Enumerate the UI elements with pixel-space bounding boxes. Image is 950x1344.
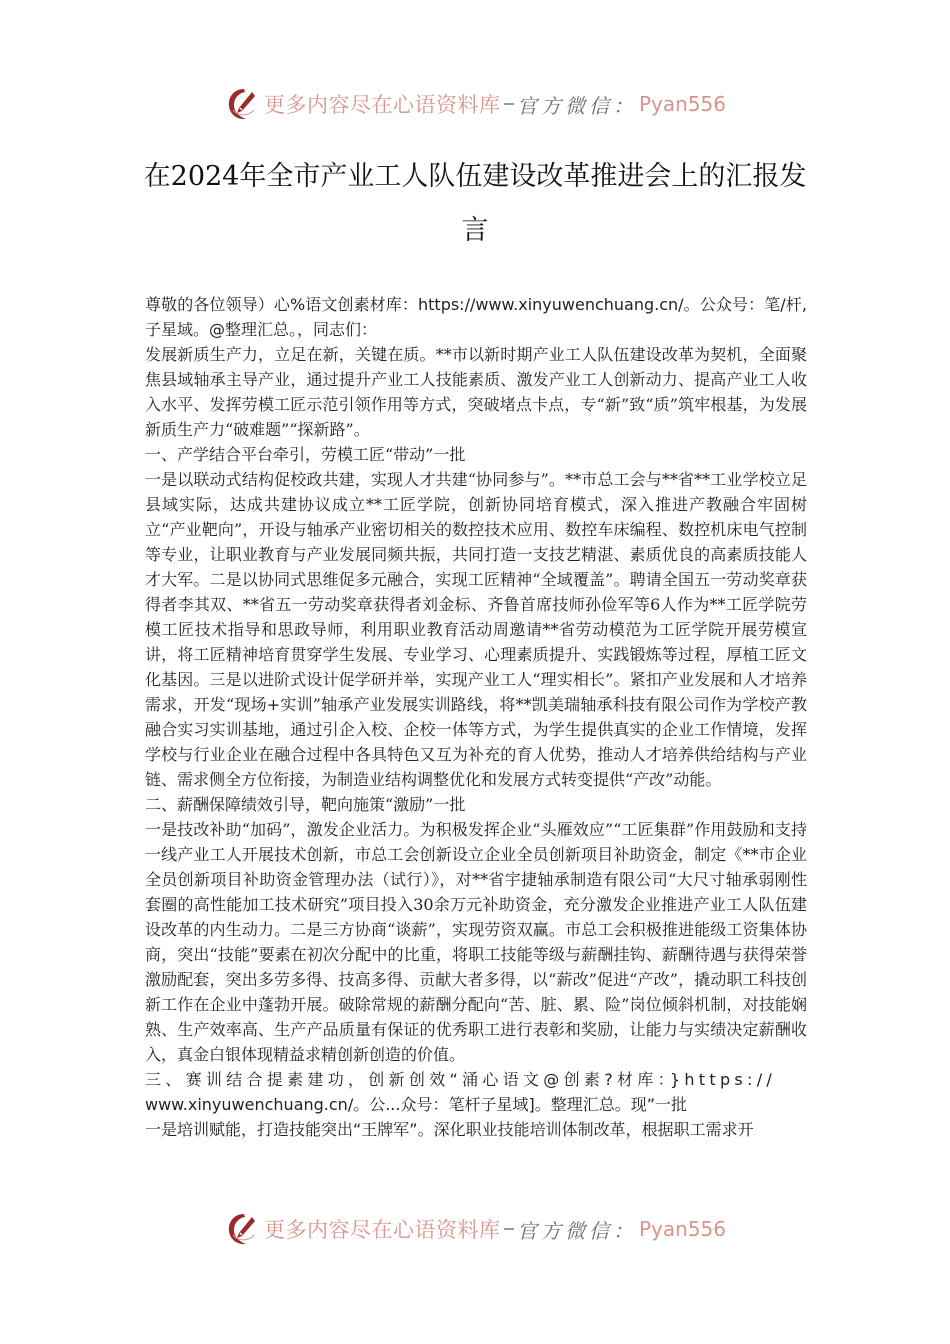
watermark-banner-bottom xyxy=(226,1209,726,1249)
section-heading-3: 三、赛训结合提素建功，创新创效“涌心语文@创素?材库：}https:// xyxy=(145,1070,777,1089)
watermark-main-text: 更多内容尽在心语资料库 xyxy=(264,1218,501,1242)
section-heading-1: 一、产学结合平台牵引，劳模工匠“带动”一批 xyxy=(145,445,466,464)
paragraph-salutation: 尊敬的各位领导）心%语文创素材库：https://www.xinyuwenchuang.cn/。公众号：笔/杆,子星域。@整理汇总。，同志们： xyxy=(145,295,807,339)
watermark-wechat-id: Pyan556 xyxy=(638,1217,726,1241)
watermark-dash xyxy=(504,1228,514,1230)
document-body xyxy=(145,292,807,1142)
watermark-wechat-label: 官方微信： xyxy=(516,1218,637,1243)
watermark-wechat-label: 官方微信： xyxy=(516,93,637,118)
watermark-banner-top xyxy=(226,84,726,124)
document-title: 在2024年全市产业工人队伍建设改革推进会上的汇报发言 xyxy=(143,161,807,246)
watermark-wechat-id: Pyan556 xyxy=(638,92,726,116)
watermark-dash xyxy=(504,103,514,105)
paragraph-section-2: 一是技改补助“加码”，激发企业活力。为积极发挥企业“头雁效应”“工匠集群”作用鼓励和支持一线产业工人开展技术创新，市总工会创新设立企业全员创新项目补助资金，制定《**市企业全员创新项目补助资金管理办法（试行）》，对**省宇捷轴承制造有限公司“大尺寸轴承弱刚性套圈的高性能加工技术研究”项目投入30余万元补助资金，充分激发企业推进产业工人队伍建设改革的内生动力。二是三方协商“谈薪”，实现劳资双赢。市总工会积极推进能级工资集体协商，突出“技能”要素在初次分配中的比重，将职工技能等级与薪酬挂钩、薪酬待遇与获得荣誉激励配套，突出多劳多得、技高多得、贡献大者多得，以“薪改”促进“产改”，撬动职工科技创新工作在企业中蓬勃开展。破除常规的薪酬分配向“苦、脏、累、险”岗位倾斜机制，对技能娴熟、生产效率高、生产产品质量有保证的优秀职工进行表彰和奖励，让能力与实绩决定薪酬收入，真金白银体现精益求精创新创造的价值。 xyxy=(145,820,807,1064)
paragraph-intro: 发展新质生产力，立足在新，关键在质。**市以新时期产业工人队伍建设改革为契机，全面聚焦县域轴承主导产业，通过提升产业工人技能素质、激发产业工人创新动力、提高产业工人收入水平、发挥劳模工匠示范引领作用等方式，突破堵点卡点，专“新”致“质”筑牢根基，为发展新质生产力“破难题”“探新路”。 xyxy=(145,345,807,439)
quill-pen-logo-icon xyxy=(226,1211,262,1247)
paragraph-section-3: 一是培训赋能，打造技能突出“王牌军”。深化职业技能培训体制改革，根据职工需求开 xyxy=(145,1120,754,1139)
watermark-main-text: 更多内容尽在心语资料库 xyxy=(264,93,501,117)
paragraph-section-1: 一是以联动式结构促校政共建，实现人才共建“协同参与”。**市总工会与**省**工业学校立足县域实际，达成共建协议成立**工匠学院，创新协同培育模式，深入推进产教融合牢固树立“产业靶向”，开设与轴承产业密切相关的数控技术应用、数控车床编程、数控机床电气控制等专业，让职业教育与产业发展同频共振，共同打造一支技艺精湛、素质优良的高素质技能人才大军。二是以协同式思维促多元融合，实现工匠精神“全域覆盖”。聘请全国五一劳动奖章获得者李其双、**省五一劳动奖章获得者刘金标、齐鲁首席技师孙俭军等6人作为**工匠学院劳模工匠技术指导和思政导师，利用职业教育活动周邀请**省劳动模范为工匠学院开展劳模宣讲，将工匠精神培育贯穿学生发展、专业学习、心理素质提升、实践锻炼等过程，厚植工匠文化基因。三是以进阶式设计促学研并举，实现产业工人“理实相长”。紧扣产业发展和人才培养需求，开发“现场+实训”轴承产业发展实训路线，将**凯美瑞轴承科技有限公司作为学校产教融合实习实训基地，通过引企入校、企校一体等方式，为学生提供真实的企业工作情境，发挥学校与行业企业在融合过程中各具特色又互为补充的育人优势，推动人才培养供给结构与产业链、需求侧全方位衔接，为制造业结构调整优化和发展方式转变提供“产改”动能。 xyxy=(145,470,807,789)
section-heading-2: 二、薪酬保障绩效引导，靶向施策“激励”一批 xyxy=(145,795,466,814)
section-heading-3-continued: www.xinyuwenchuang.cn/。公...众号：笔杆子星域]。整理汇总。现”一批 xyxy=(145,1095,687,1114)
quill-pen-logo-icon xyxy=(226,86,262,122)
